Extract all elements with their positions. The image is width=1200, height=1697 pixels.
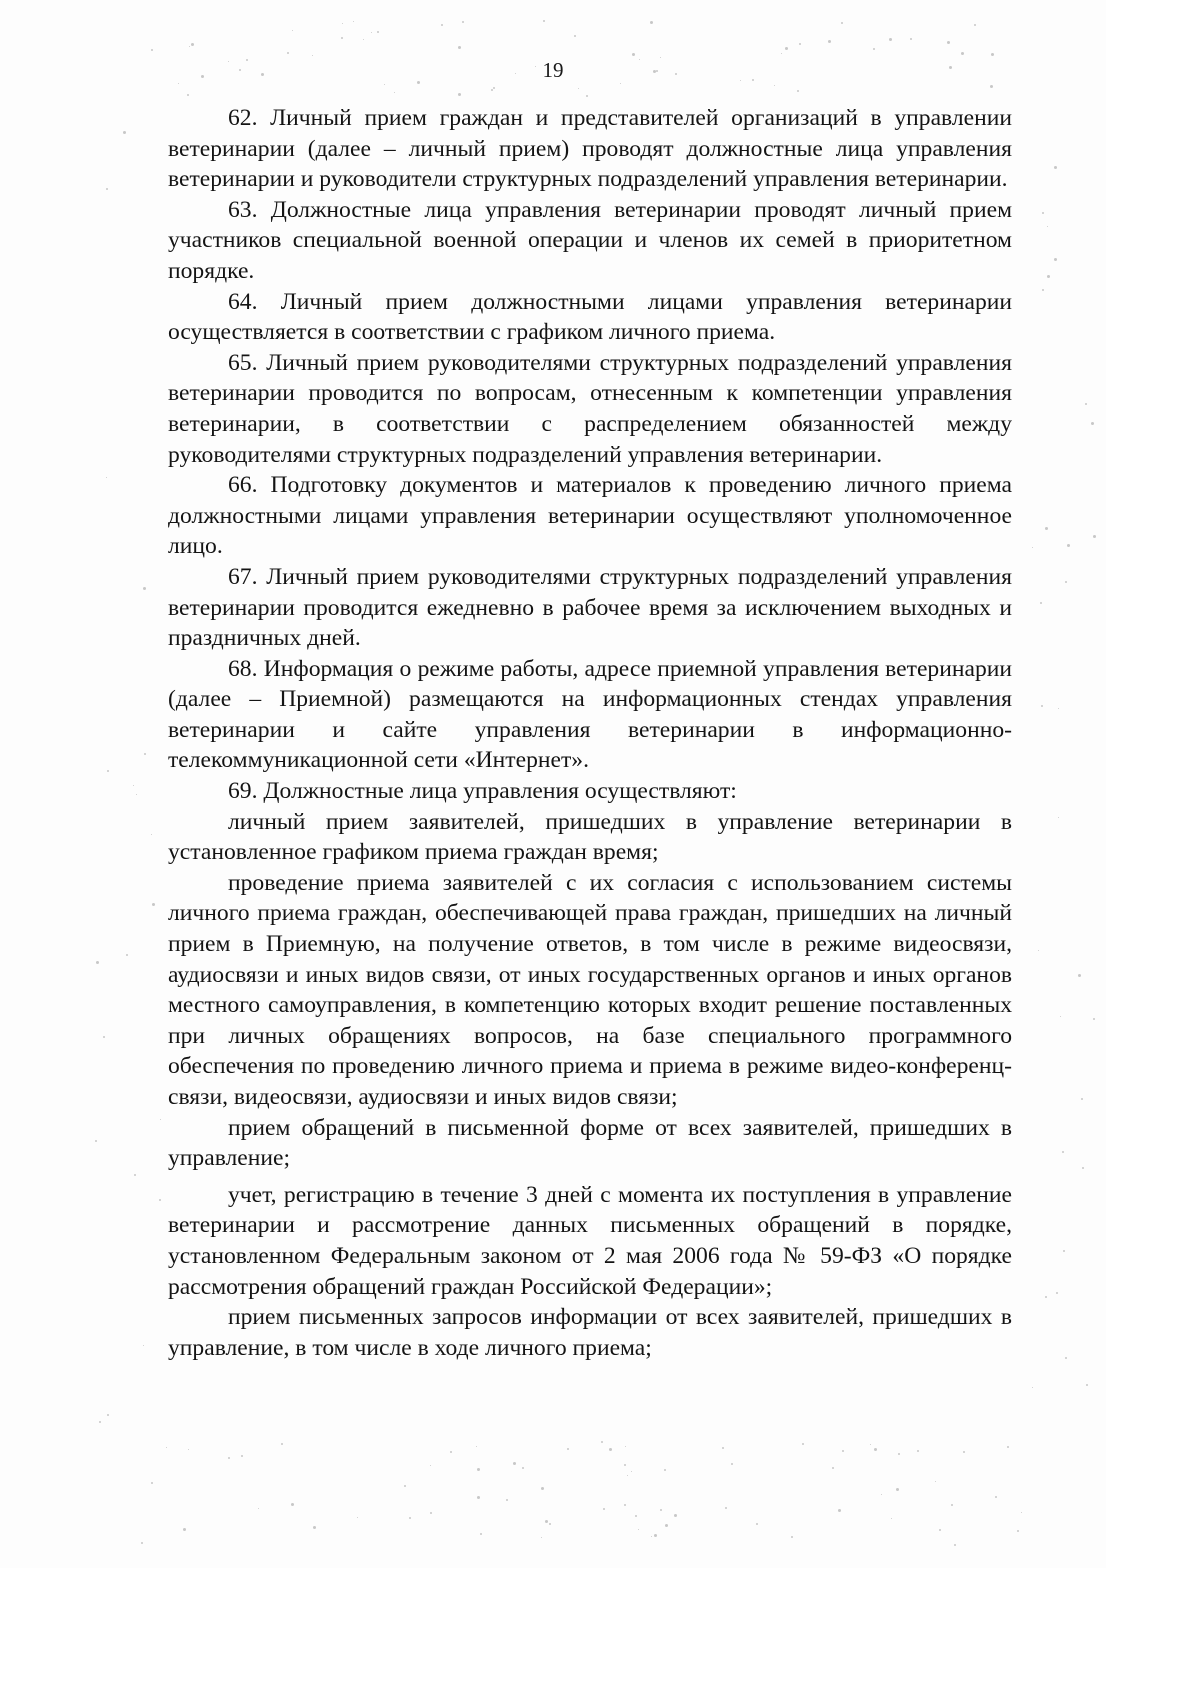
scan-speck [506,1499,508,1501]
scan-speck [756,1523,758,1525]
scan-speck [189,46,190,47]
scan-speck [990,85,993,88]
scan-speck [151,834,152,835]
scan-speck [991,53,994,56]
scan-speck [160,1119,161,1120]
scan-speck [363,39,364,40]
scan-speck [951,1504,953,1506]
scan-speck [774,85,775,86]
scan-speck [1062,1151,1064,1153]
scan-speck [106,188,108,190]
scan-speck [881,1494,882,1495]
scan-speck [241,1455,243,1457]
scan-speck [543,20,545,22]
scan-speck [144,753,146,755]
scan-speck [635,1515,637,1517]
scan-speck [650,21,653,24]
scan-speck [1085,403,1087,405]
scan-speck [1045,527,1048,530]
scan-speck [586,95,588,97]
scan-speck [458,93,461,96]
scan-speck [143,1345,144,1346]
scan-speck [995,1496,997,1498]
scan-speck [136,794,137,795]
scan-speck [493,87,495,89]
scan-speck [632,53,635,56]
scan-speck [791,1536,793,1538]
list-item-information-requests: прием письменных запросов информации от всех заявителей, пришедших в управление, в том числе в ходе личного приема; [168,1304,1012,1361]
scan-speck [752,79,754,81]
scan-speck [1093,1018,1095,1020]
scan-speck [281,1443,283,1445]
scan-speck [1081,1098,1083,1100]
scan-speck [287,52,289,54]
scan-speck [134,1174,136,1176]
scan-speck [1045,1296,1047,1298]
scan-speck [785,47,788,50]
scan-speck [896,1488,899,1491]
scan-speck [183,1528,186,1531]
scan-speck [353,21,354,22]
scan-speck [96,961,99,964]
scan-speck [740,80,741,81]
scan-speck [954,1544,956,1546]
scan-speck [258,1508,259,1509]
scan-speck [963,1451,965,1453]
scan-speck [675,73,677,75]
scan-speck [292,30,293,31]
scan-speck [949,66,952,69]
scan-speck [935,1481,936,1482]
scan-speck [898,1453,900,1455]
scan-speck [874,1448,877,1451]
scan-speck [1091,422,1094,425]
scan-speck [1041,705,1043,707]
scan-speck [1063,1250,1065,1252]
scan-speck [799,43,801,45]
scan-speck [107,1414,109,1416]
paragraph-64: 64. Личный прием должностными лицами управления ветеринарии осуществляется в соответствии с графиком личного приема. [168,288,1012,346]
scan-speck [974,24,976,26]
scan-speck [651,1536,652,1537]
scan-speck [567,1448,569,1450]
scan-speck [228,1457,230,1459]
scan-speck [1054,166,1057,169]
scan-speck [545,1520,548,1523]
scan-speck [873,48,875,50]
scan-speck [1017,1530,1019,1532]
paragraph-65: 65. Личный прием руководителями структурных подразделений управления ветеринарии проводится по вопросам, отнесенным к компетенции управления ветеринарии, в соответствии с распределением обязанностей между руководителями структурных подразделений управления ветеринарии. [168,349,1012,468]
scan-speck [513,1462,516,1465]
scan-speck [462,21,464,23]
paragraph-69: 69. Должностные лица управления осуществляют: [228,778,737,805]
scan-speck [394,92,395,93]
paragraph-63: 63. Должностные лица управления ветеринарии проводят личный прием участников специальной военной операции и членов их семей в приоритетном порядке. [168,196,1012,284]
scan-speck [947,41,950,44]
scan-speck [1032,1387,1033,1388]
scan-speck [99,1421,101,1423]
scan-speck [141,1542,143,1544]
scan-speck [103,1036,105,1038]
scan-speck [664,1469,666,1471]
scan-speck [188,1449,189,1450]
page-number: 19 [542,58,564,82]
scan-speck [1056,1292,1058,1294]
scan-speck [357,1517,358,1518]
scan-speck [549,1523,551,1525]
scan-speck [828,40,831,43]
scan-speck [515,73,516,74]
scan-speck [1058,708,1059,709]
scan-speck [341,37,343,39]
scan-speck [870,1444,871,1445]
scan-speck [430,1465,431,1466]
scan-speck [578,88,579,89]
scan-speck [1042,289,1044,291]
scan-speck [261,73,264,76]
scan-speck [1060,1016,1061,1017]
scan-speck [1047,275,1050,278]
scan-speck [491,89,493,91]
scan-speck [660,57,661,58]
scan-speck [1086,1384,1088,1386]
scan-speck [152,903,155,906]
scan-speck [441,24,443,26]
scan-speck [151,49,153,51]
scan-speck [106,477,107,478]
scan-speck [342,23,343,24]
scan-speck [842,1450,844,1452]
scan-speck [725,1507,727,1509]
scan-speck [291,1503,294,1506]
scan-speck [480,1533,482,1535]
scan-speck [384,84,385,85]
scan-speck [841,22,843,24]
scan-speck [1093,535,1096,538]
scan-speck [107,770,109,772]
scan-speck [656,70,658,72]
scan-speck [1032,547,1033,548]
scan-speck [313,1526,316,1529]
scan-speck [654,1534,657,1537]
paragraph-68: 68. Информация о режиме работы, адресе приемной управления ветеринарии (далее – Приемной) размещаются на информационных стендах управления ветеринарии и сайте управления ветеринарии в информационно-телекоммуникационной сети «Интернет». [168,655,1012,774]
scan-speck [1082,1167,1084,1169]
scan-speck [430,1512,432,1514]
scan-speck [1038,950,1039,951]
scan-speck [638,1529,639,1530]
scan-speck [838,1509,841,1512]
scan-speck [178,83,179,84]
scan-speck [1058,817,1059,818]
scan-speck [631,1471,632,1472]
scan-speck [522,1467,524,1469]
scan-speck [603,1508,605,1510]
scan-speck [574,35,576,37]
scan-speck [624,1504,626,1506]
paragraph-67: 67. Личный прием руководителями структурных подразделений управления ветеринарии проводится ежедневно в рабочее время за исключением выходных и праздничных дней. [168,563,1012,652]
scan-speck [1040,602,1042,604]
scan-speck [797,90,799,92]
scan-speck [201,75,204,78]
scan-speck [477,1468,480,1471]
scan-speck [627,1475,628,1476]
scan-speck [477,1496,480,1499]
scan-speck [371,32,372,33]
document-body [168,103,1012,1363]
scan-speck [961,52,964,55]
scan-speck [660,1509,662,1511]
scan-speck [601,1441,603,1443]
scan-speck [1067,544,1070,547]
list-item-personal-reception: личный прием заявителей, пришедших в управление ветеринарии в установленное графиком приема граждан время; [168,808,1012,866]
scan-speck [312,55,313,56]
scan-speck [722,1447,724,1449]
list-item-written-appeals: прием обращений в письменной форме от всех заявителей, пришедших в управление; [168,1114,1012,1172]
scan-speck [535,66,536,67]
scan-speck [1021,1512,1022,1513]
scan-speck [731,1463,733,1465]
scan-speck [377,31,379,33]
paragraph-66: 66. Подготовку документов и материалов к проведению личного приема должностными лицами управления ветеринарии осуществляют уполномоченное лицо. [168,472,1012,560]
scan-speck [133,785,134,786]
scan-speck [832,1467,834,1469]
scan-speck [1007,1446,1009,1448]
scan-speck [450,1451,452,1453]
scan-speck [1078,974,1081,977]
scan-speck [1054,258,1057,261]
scan-speck [476,1446,477,1447]
scan-speck [228,61,229,62]
scan-speck [404,1485,406,1487]
scan-speck [939,1529,941,1531]
paragraph-62: 62. Личный прием граждан и представителей организаций в управлении ветеринарии (далее – личный прием) проводят должностные лица управления ветеринарии и руководители структурных подразделений управления ветеринарии. [168,105,1012,193]
scan-speck [1065,1357,1067,1359]
list-item-registration: учет, регистрацию в течение 3 дней с момента их поступления в управление ветеринарии и рассмотрение данных письменных обращений в порядке, установленном Федеральным законом от 2 мая 2006 года № 59-ФЗ «О порядке рассмотрения обращений граждан Российской Федерации»; [168,1181,1012,1300]
scan-speck [417,81,420,84]
scan-speck [409,1517,411,1519]
scan-speck [123,131,126,134]
scan-speck [802,1443,804,1445]
list-item-video-reception: проведение приема заявителей с их согласия с использованием системы личного приема граждан, обеспечивающей права граждан, пришедших на личный прием в Приемную, на получение ответов, в том числе в режиме видеосвязи, аудиосвязи и иных видов связи, от иных государственных органов и иных органов местного самоуправления, в компетенцию которых входит решение поставленных при личных обращениях вопросов, на базе специального программного обеспечения по проведению личного приема и приема в режиме видео-конференц-связи, видеосвязи, аудиосвязи и иных видов связи; [168,869,1012,1110]
scan-speck [1047,226,1048,227]
scan-speck [917,1450,919,1452]
scan-speck [625,1446,626,1447]
scan-speck [246,59,248,61]
scan-speck [624,1464,626,1466]
scan-speck [639,59,640,60]
scan-speck [1065,581,1067,583]
scan-speck [239,69,241,71]
scan-speck [151,1482,153,1484]
scan-speck [891,1518,892,1519]
scan-speck [889,38,892,41]
scan-speck [541,1537,542,1538]
scan-speck [191,43,194,46]
scan-speck [126,954,128,956]
scan-speck [910,38,912,40]
scan-speck [1042,212,1044,214]
scan-speck [187,94,189,96]
scan-speck [95,1140,97,1142]
scan-speck [166,1447,167,1448]
scan-speck [541,1487,544,1490]
scan-speck [458,46,461,49]
scan-speck [143,587,146,590]
scan-speck [781,53,782,54]
scan-speck [159,1199,161,1201]
scan-speck [674,1514,677,1517]
scan-speck [620,83,621,84]
scan-speck [665,1524,668,1527]
scan-speck [609,1448,612,1451]
